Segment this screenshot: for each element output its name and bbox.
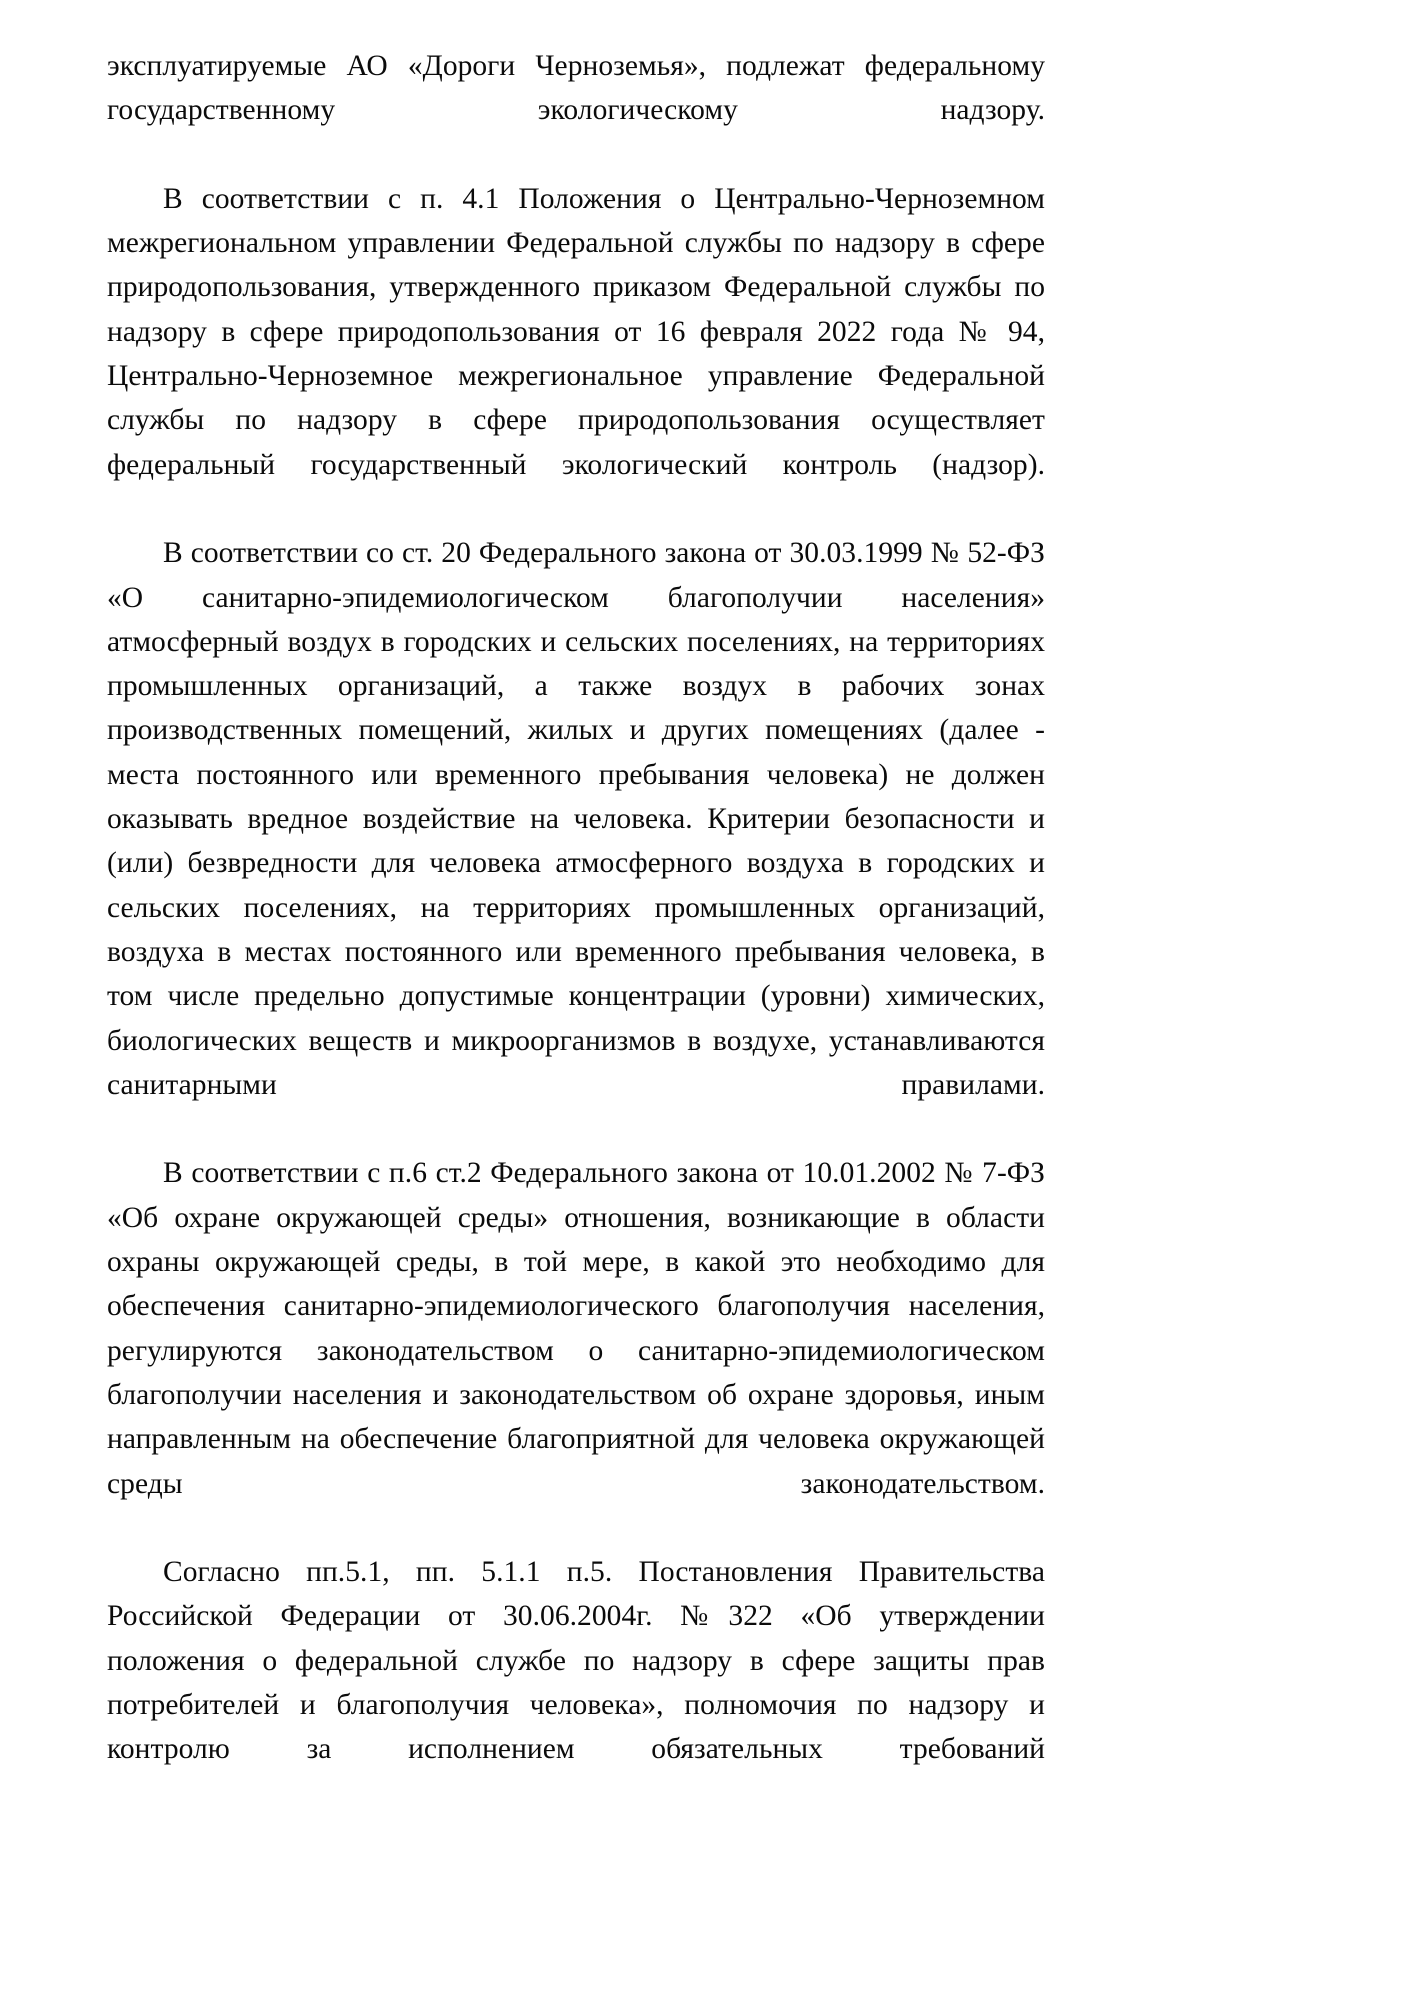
paragraph-intro-continuation: эксплуатируемые АО «Дороги Черноземья», подлежат федеральному государственному экологическому надзору.	[107, 50, 1045, 127]
document-text-block	[107, 44, 1045, 1816]
paragraph-federal-law-52-fz: В соответствии со ст. 20 Федерального закона от 30.03.1999 № 52-ФЗ «О санитарно-эпидемиологическом благополучии населения» атмосферный воздух в городских и сельских поселениях, на территориях промышленных организаций, а также воздух в рабочих зонах производственных помещений, жилых и других помещениях (далее - места постоянного или временного пребывания человека) не должен оказывать вредное воздействие на человека. Критерии безопасности и (или) безвредности для человека атмосферного воздуха в городских и сельских поселениях, на территориях промышленных организаций, воздуха в местах постоянного или временного пребывания человека, в том числе предельно допустимые концентрации (уровни) химических, биологических веществ и микроорганизмов в воздухе, устанавливаются санитарными правилами.	[107, 537, 1045, 1101]
paragraph-regulation-4-1: В соответствии с п. 4.1 Положения о Центрально-Черноземном межрегиональном управлении Федеральной службы по надзору в сфере природопользования, утвержденного приказом Федеральной службы по надзору в сфере природопользования от 16 февраля 2022 года № 94, Центрально-Черноземное межрегиональное управление Федеральной службы по надзору в сфере природопользования осуществляет федеральный государственный экологический контроль (надзор).	[107, 182, 1045, 481]
paragraph-federal-law-7-fz: В соответствии с п.6 ст.2 Федерального закона от 10.01.2002 № 7-ФЗ «Об охране окружающей среды» отношения, возникающие в области охраны окружающей среды, в той мере, в какой это необходимо для обеспечения санитарно-эпидемиологического благополучия населения, регулируются законодательством о санитарно-эпидемиологическом благополучии населения и законодательством об охране здоровья, иным направленным на обеспечение благоприятной для человека окружающей среды законодательством.	[107, 1157, 1045, 1500]
paragraph-government-decree-322: Согласно пп.5.1, пп. 5.1.1 п.5. Постановления Правительства Российской Федерации от 30.06.2004г. №322 «Об утверждении положения о федеральной службе по надзору в сфере защиты прав потребителей и благополучия человека», полномочия по надзору и контролю за исполнением обязательных требований	[107, 1556, 1045, 1766]
